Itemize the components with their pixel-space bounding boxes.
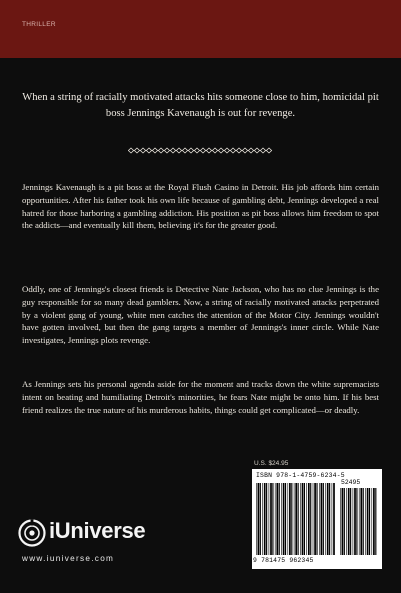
divider-diamond — [140, 148, 145, 153]
blurb-paragraph-1: Jennings Kavenaugh is a pit boss at the Royal Flush Casino in Detroit. His job affords him certain opportunities. After his father took his own life because of gambling debt, Jennings developed a real hatred for those harboring a gambling addiction. His position as pit boss allows him freedom to spot the addicts—and eventually kill them, believing it's for the greater good. — [22, 182, 379, 231]
divider-diamond — [218, 148, 223, 153]
divider-diamond — [182, 148, 187, 153]
divider-diamond — [194, 148, 199, 153]
divider-diamond — [188, 148, 193, 153]
divider-diamond — [230, 148, 235, 153]
divider-diamond — [212, 148, 217, 153]
genre-label: THRILLER — [22, 21, 56, 28]
blurb-paragraph-3: As Jennings sets his personal agenda aside for the moment and tracks down the white supremacists intent on beating and humiliating Detroit's minorities, he fears Nate might be onto him. If his best friend realizes the true nature of his murderous habits, things could get complicated—or deadly. — [22, 379, 379, 415]
divider-diamond — [236, 148, 241, 153]
price-label: U.S. $24.95 — [254, 460, 289, 467]
divider-diamond — [146, 148, 151, 153]
divider-diamond — [158, 148, 163, 153]
blurb-paragraph-2: Oddly, one of Jennings's closest friends is Detective Nate Jackson, who has no clue Jennings is the guy responsible for so many dead gamblers. Now, a string of racially motivated attacks perpetrated by a violent gang of young, white men catches the attention of the Motor City. Jennings wouldn't have gotten involved, but then the gang targets a member of Jennings's inner circle. While Nate investigates, Jennings plots revenge. — [22, 284, 379, 346]
publisher-url: www.iuniverse.com — [22, 554, 115, 563]
divider-diamond — [134, 148, 139, 153]
divider-diamond — [260, 148, 265, 153]
divider-diamond — [266, 148, 271, 153]
publisher-logo-text: iUniverse — [49, 518, 146, 543]
divider-diamond — [176, 148, 181, 153]
divider-diamond — [200, 148, 205, 153]
divider-diamond — [164, 148, 169, 153]
iuniverse-logo-mark — [18, 519, 46, 547]
top-band — [0, 0, 401, 58]
divider-diamond — [254, 148, 259, 153]
barcode-digits: 9 781475 962345 — [253, 557, 314, 564]
divider-diamond — [224, 148, 229, 153]
divider-diamond — [242, 148, 247, 153]
isbn-text: ISBN 978-1-4759-6234-5 — [256, 472, 345, 479]
ornament-divider — [128, 147, 274, 154]
divider-diamond — [170, 148, 175, 153]
price-barcode — [340, 488, 378, 555]
price-addon-code: 52495 — [341, 479, 361, 486]
isbn-barcode — [256, 483, 336, 555]
divider-diamond — [206, 148, 211, 153]
divider-diamond — [152, 148, 157, 153]
tagline: When a string of racially motivated attacks hits someone close to him, homicidal pit boss Jennings Kavenaugh is out for revenge. — [22, 92, 379, 119]
divider-diamond — [128, 148, 133, 153]
divider-diamond — [248, 148, 253, 153]
